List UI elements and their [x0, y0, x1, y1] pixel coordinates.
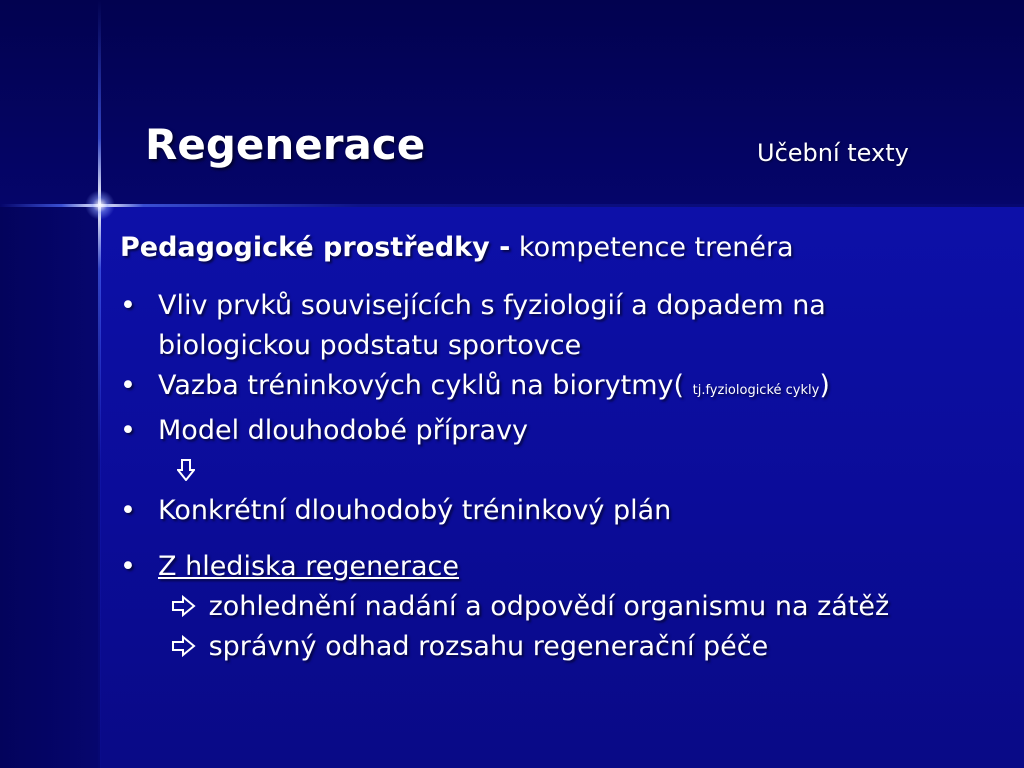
sub-item-text: zohlednění nadání a odpovědí organismu na zátěž	[208, 591, 890, 622]
spacer	[120, 531, 1000, 547]
sub-item	[120, 627, 1000, 667]
bullet-closing-paren: )	[819, 370, 830, 401]
bullet-text: biologickou podstatu sportovce	[158, 330, 582, 361]
bullet-item	[120, 286, 1000, 326]
bullet-dot: •	[120, 415, 136, 446]
header-band	[0, 0, 1024, 207]
slide-body	[120, 228, 1000, 667]
bullet-item	[120, 491, 1000, 531]
bullet-item-continuation	[120, 326, 1000, 366]
sparkle-horizontal-line	[0, 204, 1024, 207]
down-arrow-row	[120, 451, 1000, 491]
bullet-small-note: tj.fyziologické cykly	[692, 383, 820, 398]
slide-title: Regenerace	[145, 120, 426, 169]
bullet-text: Vliv prvků souvisejících s fyziologií a dopadem na	[158, 290, 826, 321]
heading-bold-text: Pedagogické prostředky -	[120, 232, 511, 263]
sparkle-vertical-line	[98, 0, 101, 768]
outline-right-arrow-icon	[170, 635, 200, 657]
bullet-dot: •	[120, 551, 136, 582]
bullet-text: Vazba tréninkových cyklů na biorytmy(	[158, 370, 693, 401]
bullet-text: Konkrétní dlouhodobý tréninkový plán	[158, 495, 672, 526]
sub-item	[120, 587, 1000, 627]
heading-normal-text: kompetence trenéra	[510, 232, 794, 263]
bullet-dot: •	[120, 370, 136, 401]
bullet-text: Model dlouhodobé přípravy	[158, 415, 529, 446]
outline-down-arrow-icon	[177, 459, 195, 481]
bullet-item	[120, 411, 1000, 451]
outline-right-arrow-icon	[170, 595, 200, 617]
sparkle-star-icon	[85, 190, 115, 220]
bullet-text-underlined: Z hlediska regenerace	[158, 551, 459, 582]
bullet-dot: •	[120, 290, 136, 321]
bullet-item	[120, 547, 1000, 587]
left-band	[0, 207, 100, 768]
slide-subtitle: Učební texty	[757, 139, 909, 167]
bullet-item	[120, 366, 1000, 411]
sub-item-text: správný odhad rozsahu regenerační péče	[208, 631, 769, 662]
bullet-dot: •	[120, 495, 136, 526]
section-heading	[120, 228, 1000, 268]
